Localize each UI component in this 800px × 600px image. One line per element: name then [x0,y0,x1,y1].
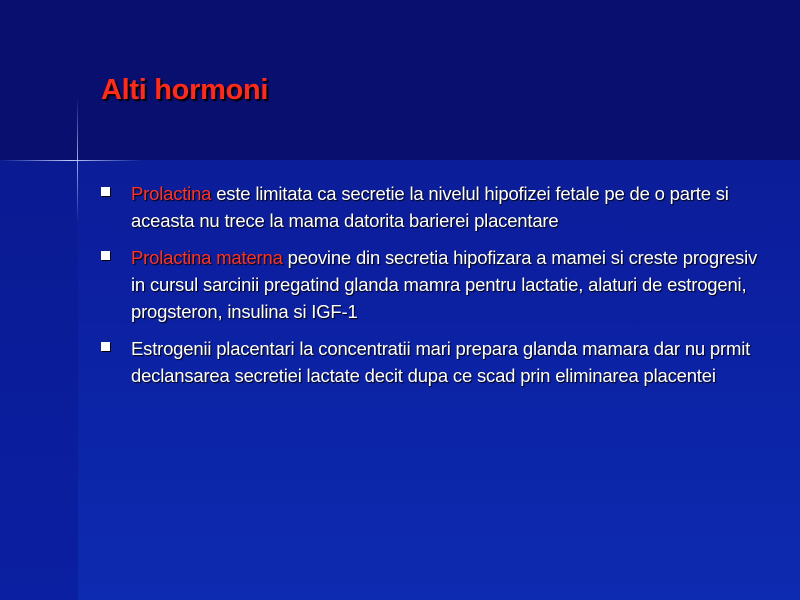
bullet-text: este limitata ca secretie la nivelul hipofizei fetale pe de o parte si aceasta nu trece la mama datorita barierei placentare [131,183,729,231]
bullet-highlight-text: Prolactina [131,183,212,204]
decorative-cross-vertical [77,97,78,225]
square-bullet-icon [101,187,110,196]
slide-title: Alti hormoni [101,74,269,106]
left-band [0,160,78,600]
bullet-highlight-text: Prolactina materna [131,247,283,268]
bullet-text: peovine din secretia hipofizara a mamei si creste progresiv in cursul sarcinii pregatind glanda mamra pentru lactatie, alaturi de estrogeni, progsteron, insulina si IGF-1 [131,247,758,322]
decorative-cross-horizontal [0,160,142,161]
bullet-text: Estrogenii placentari la concentratii mari prepara glanda mamara dar nu prmit declansarea secretiei lactate decit dupa ce scad prin eliminarea placentei [131,338,751,386]
bullet-item [101,335,761,389]
square-bullet-icon [101,342,110,351]
square-bullet-icon [101,251,110,260]
bullet-list [101,180,761,399]
bullet-item [101,180,761,234]
bullet-item [101,244,761,325]
